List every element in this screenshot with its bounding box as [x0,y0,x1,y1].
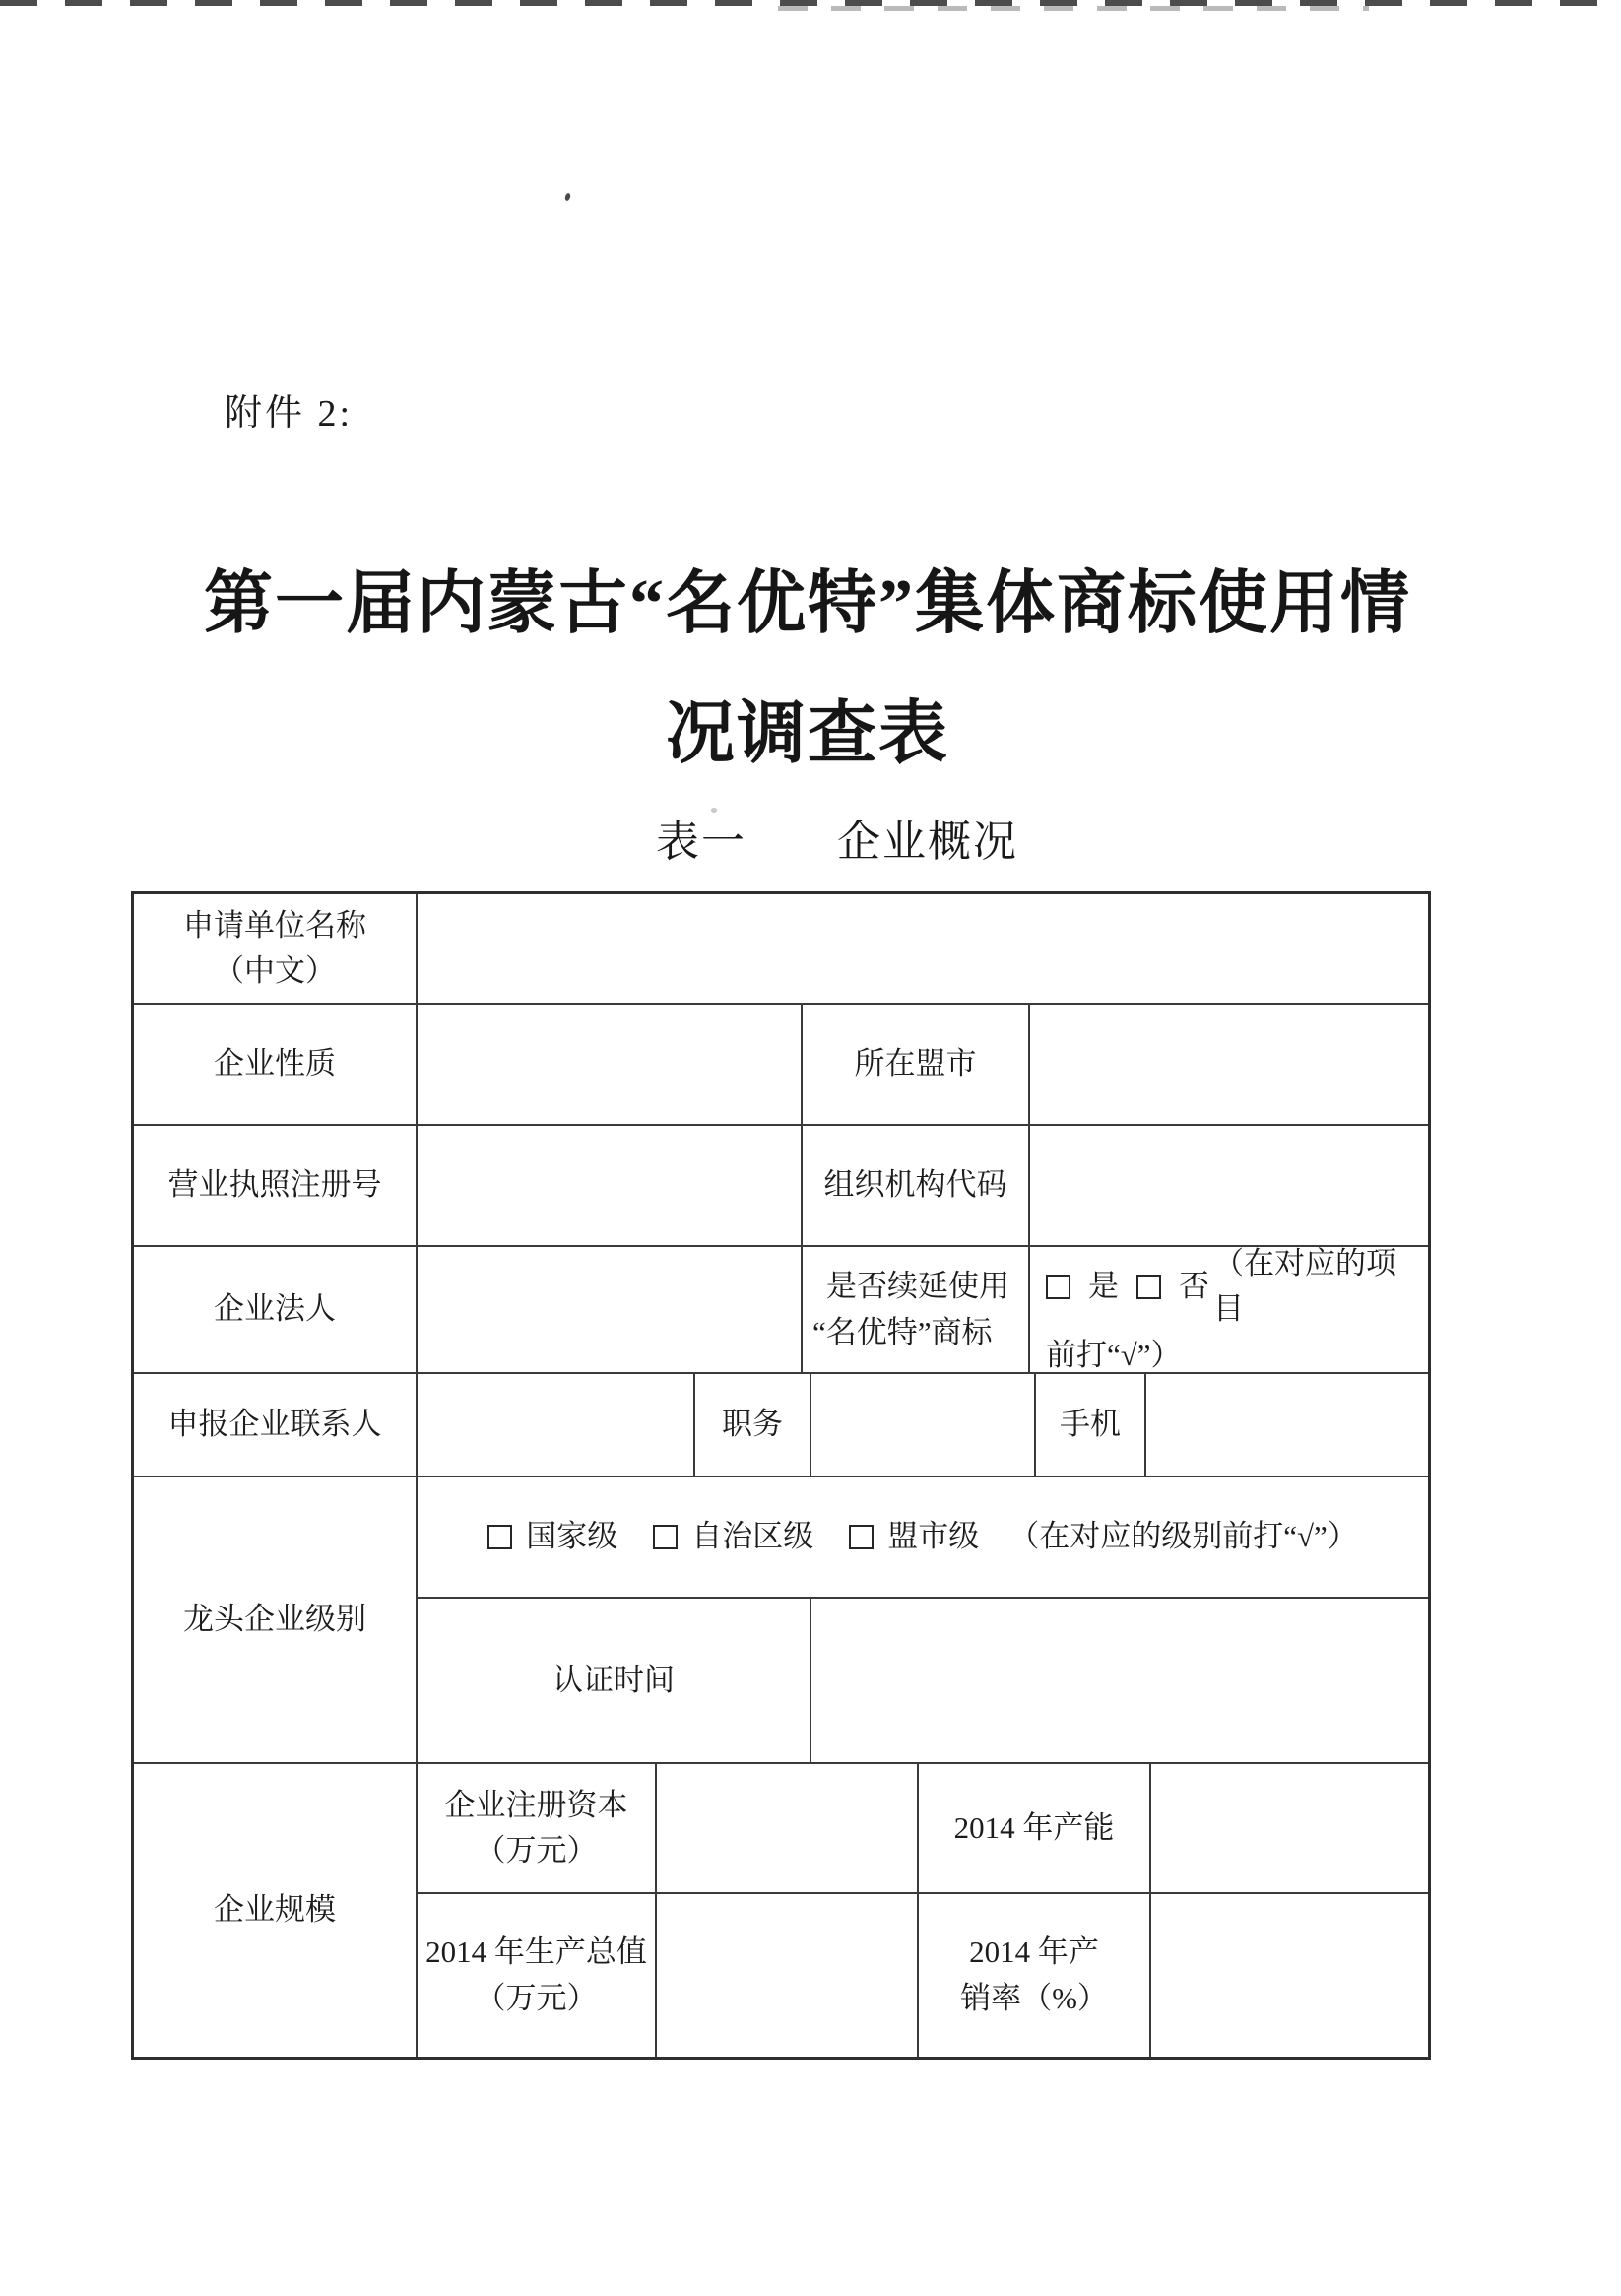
renewal-note-line2: 前打“√”） [1046,1337,1182,1372]
license-label-cell: 营业执照注册号 [134,1126,418,1247]
mobile-label-cell: 手机 [1036,1374,1146,1477]
renewal-label-cell [803,1247,1030,1374]
level-option-autonomous-region [653,1514,813,1560]
scan-artifact-top-strip-2 [778,6,1369,11]
league-city-label-cell: 所在盟市 [803,1005,1030,1126]
row-legal-person [134,1247,1428,1374]
org-code-value-cell [1030,1126,1428,1247]
national-level-checkbox-icon [487,1525,512,1549]
renewal-no-label: 否 [1179,1269,1209,1303]
license-value-cell [418,1126,803,1247]
national-level-label: 国家级 [526,1519,618,1554]
reg-capital-value-cell [657,1764,919,1894]
gross-output-label-line2: （万元） [475,1980,598,2015]
reg-capital-label-cell [418,1764,657,1894]
org-code-label-cell: 组织机构代码 [803,1126,1030,1247]
cert-time-row [418,1599,1428,1764]
position-value-cell [811,1374,1036,1477]
document-title-line2: 况调查表 [666,696,949,772]
scale-subrow-1 [418,1764,1428,1894]
renewal-yes-label: 是 [1088,1269,1119,1303]
gross-output-label-cell [418,1894,657,2057]
reg-capital-label-line1: 企业注册资本 [444,1787,628,1822]
leading-level-options-row [418,1477,1428,1599]
renewal-yes-checkbox-icon [1046,1275,1070,1299]
capacity-label-cell: 2014 年产能 [919,1764,1151,1894]
row-contact [134,1374,1428,1477]
leading-level-options-cell [418,1477,1428,1599]
row-leading-level [134,1477,1428,1764]
legal-person-value-cell [418,1247,803,1374]
level-option-national [487,1514,617,1560]
scan-speck [564,192,571,201]
level-option-league-city [849,1514,979,1560]
gross-output-label-line1: 2014 年生产总值 [425,1935,647,1969]
leading-level-label-cell: 龙头企业级别 [134,1477,418,1764]
applicant-name-label-cell [134,894,418,1005]
nature-label-cell: 企业性质 [134,1005,418,1126]
leading-level-subcolumn [418,1477,1428,1764]
renewal-no-checkbox-icon [1136,1275,1161,1299]
autonomous-region-level-checkbox-icon [653,1525,678,1549]
leading-level-options-line [418,1514,1428,1560]
leading-level-note: （在对应的级别前打“√”） [1008,1519,1358,1554]
contact-value-cell [418,1374,695,1477]
row-applicant-name [134,894,1428,1005]
league-city-level-checkbox-icon [849,1525,874,1549]
contact-label-cell: 申报企业联系人 [134,1374,418,1477]
reg-capital-label-line2: （万元） [475,1833,598,1868]
row-enterprise-scale [134,1764,1428,2057]
table-one-subtitle: 表一 企业概况 [656,818,1018,866]
sales-rate-value-cell [1151,1894,1428,2057]
cert-time-value-cell [811,1599,1428,1764]
mobile-value-cell [1146,1374,1428,1477]
renewal-label-line2: “名优特”商标 [812,1314,993,1349]
renewal-note-line1: （在对应的项目 [1213,1245,1396,1327]
sales-rate-label-line2: 销率（%） [960,1980,1108,2015]
league-city-level-label: 盟市级 [887,1519,980,1554]
gross-output-value-cell [657,1894,919,2057]
sales-rate-label-cell [919,1894,1151,2057]
attachment-label: 附件 2: [225,393,354,434]
scale-subcolumn [418,1764,1428,2057]
autonomous-region-level-label: 自治区级 [691,1519,814,1554]
enterprise-overview-table [131,891,1431,2060]
cert-time-label-cell: 认证时间 [418,1599,811,1764]
renewal-options-cell [1030,1247,1428,1374]
nature-value-cell [418,1005,803,1126]
legal-person-label-cell: 企业法人 [134,1247,418,1374]
position-label-cell: 职务 [695,1374,811,1477]
sales-rate-label-line1: 2014 年产 [969,1935,1099,1969]
capacity-value-cell [1151,1764,1428,1894]
league-city-value-cell [1030,1005,1428,1126]
scale-subrow-2 [418,1894,1428,2057]
applicant-name-label-line1: 申请单位名称 [183,907,366,943]
applicant-name-label-line2: （中文） [214,953,336,988]
renewal-label-line1: 是否续延使用 [826,1269,1009,1303]
row-license [134,1126,1428,1247]
applicant-name-value-cell [418,894,1428,1005]
document-title-line1: 第一届内蒙古“名优特”集体商标使用情 [204,566,1411,642]
document-title [79,540,1536,800]
renewal-options-line1 [1046,1241,1412,1333]
scale-label-cell: 企业规模 [134,1764,418,2057]
row-enterprise-nature [134,1005,1428,1126]
